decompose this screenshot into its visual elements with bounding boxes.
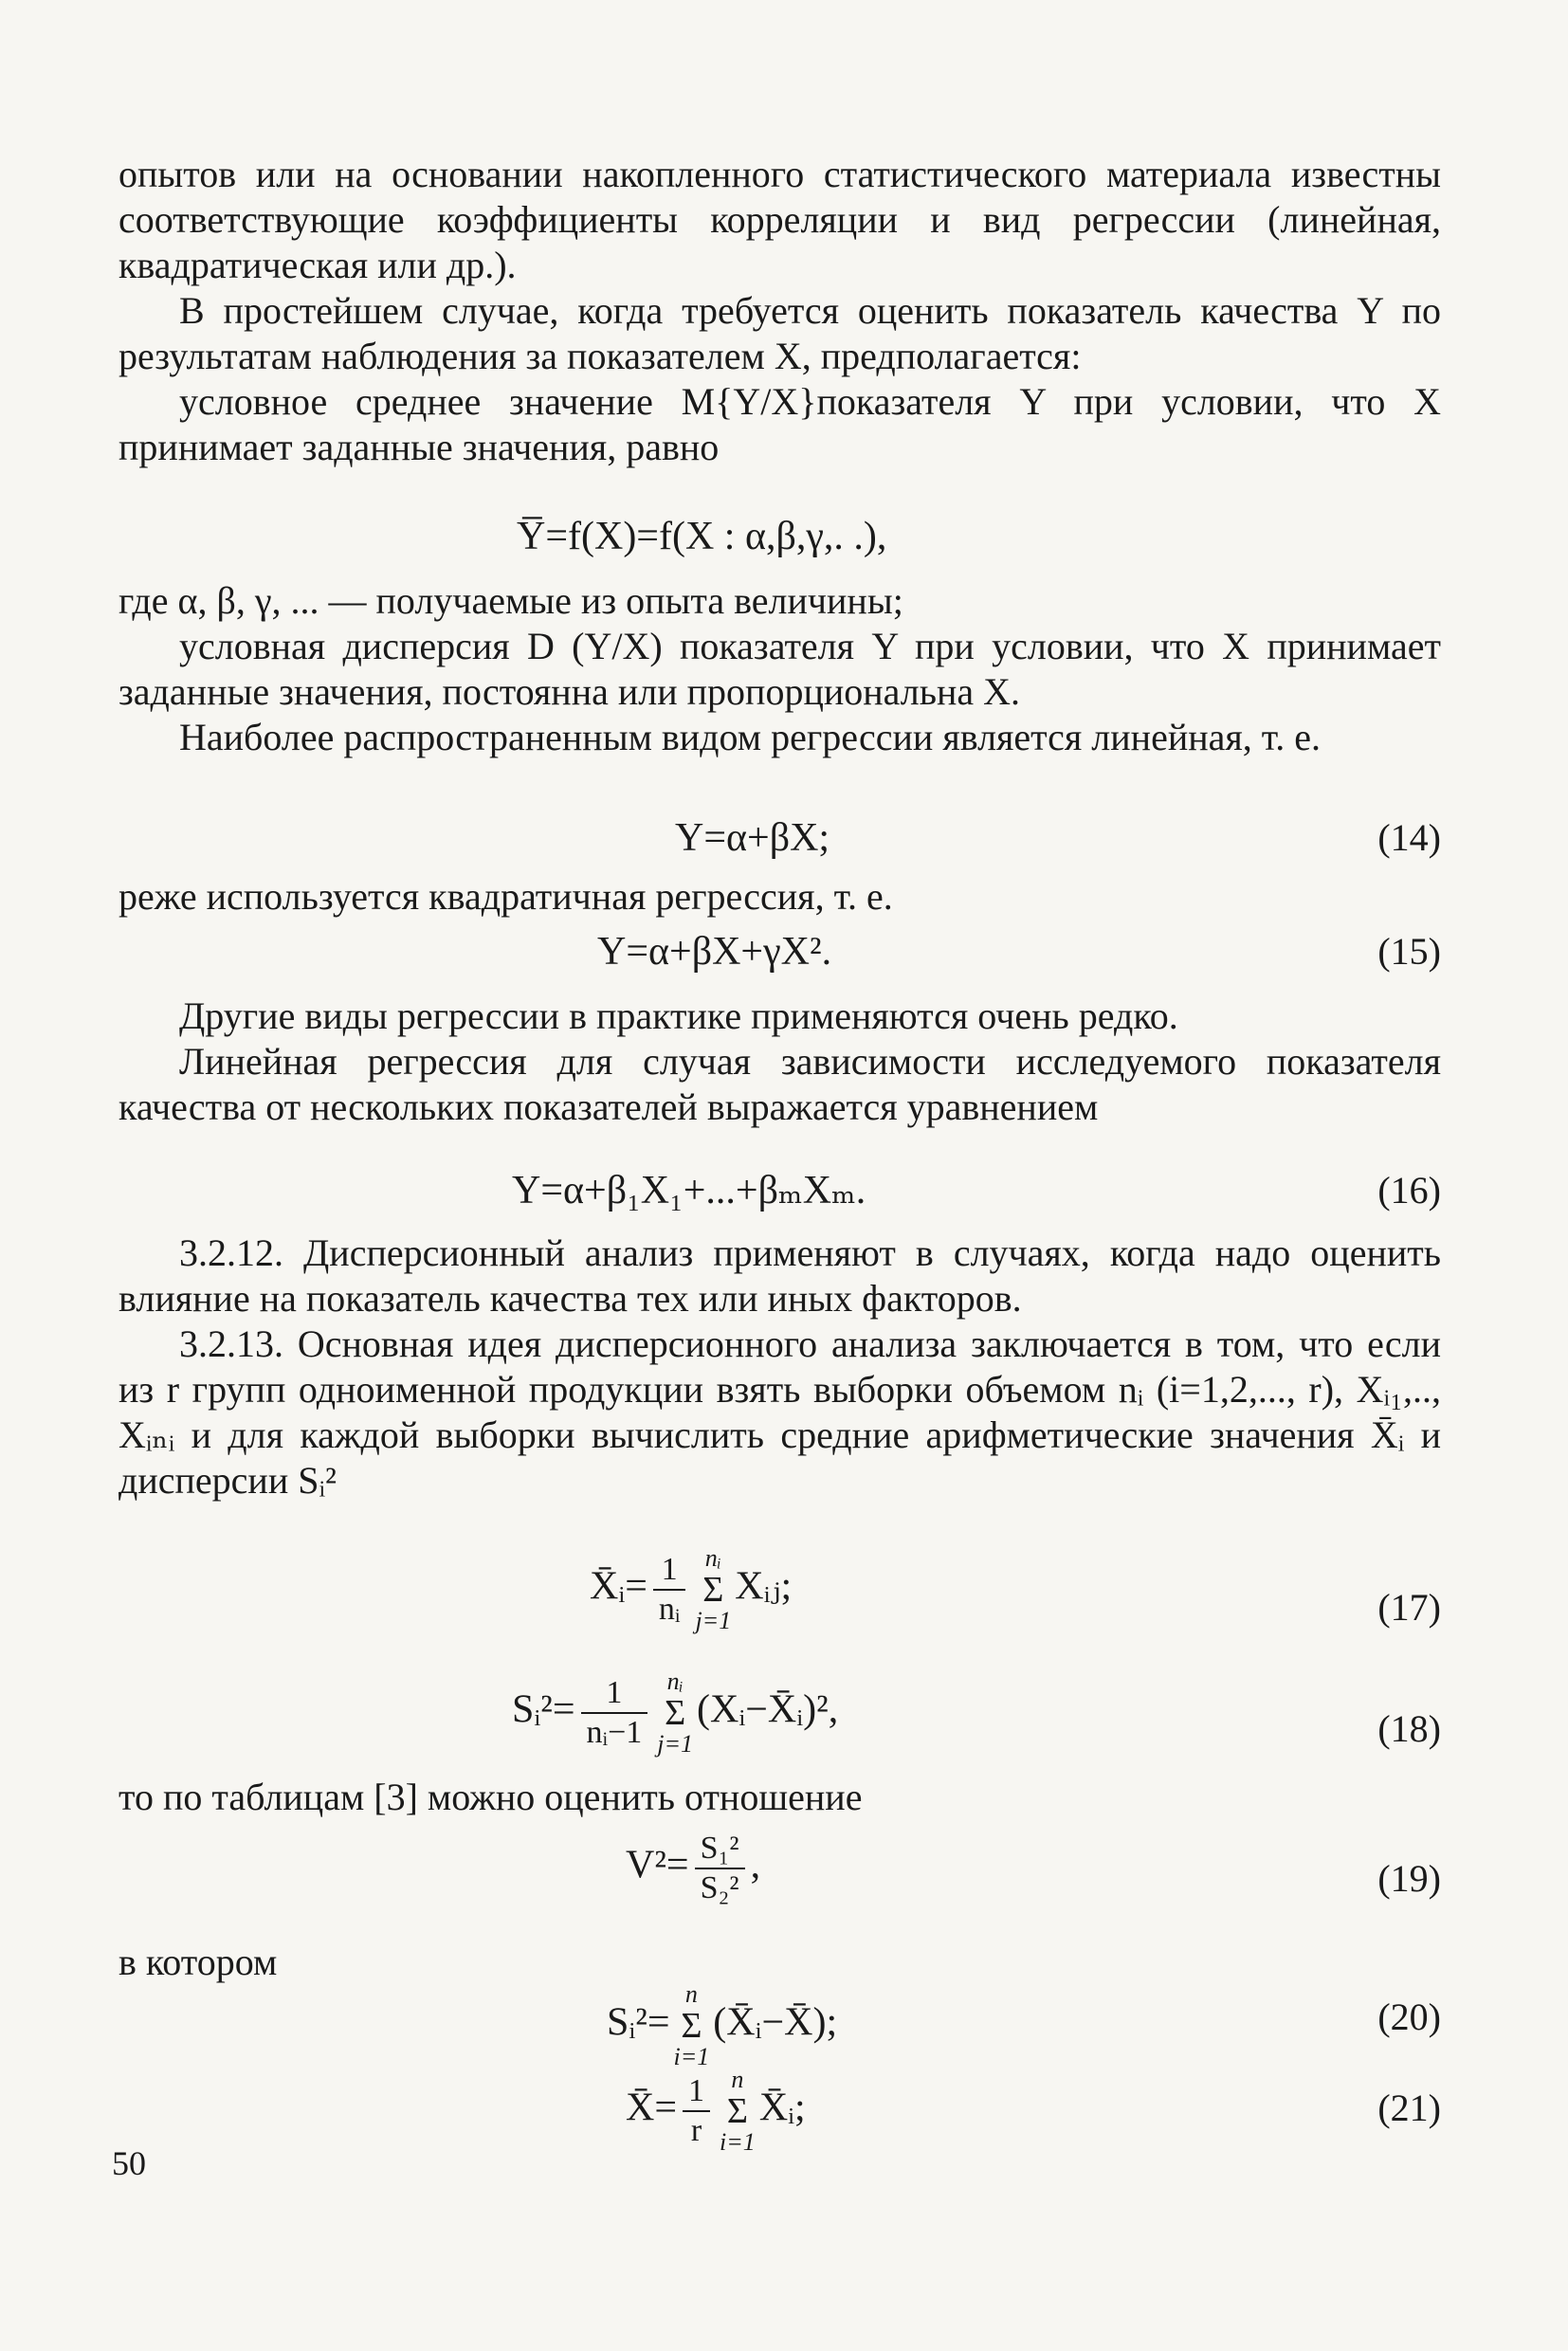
paragraph-conditional-variance: условная дисперсия D (Y/X) показателя Y при условии, что X принимает заданные значения, постоянна или пропорциональна X. [119,625,1441,713]
paragraph-quadratic: реже используется квадратичная регрессия, т. е. [119,875,893,918]
eq21-frac-den: r [690,2113,702,2148]
eq19-lhs: V²= [626,1843,689,1887]
eq17-lhs: X̄ᵢ= [590,1564,647,1609]
text-block-2 [119,578,1441,760]
eq17-fraction [653,1551,686,1629]
eq18-rhs: (Xᵢ−X̄ᵢ)², [697,1687,839,1732]
paragraph-in-which: в котором [119,1941,278,1983]
text-block-top [119,152,1441,470]
eq20-sum-upper: n [684,1980,698,2008]
paragraph-conditional-mean: условное среднее значение M{Y/X}показателя Y при условии, что X принимает заданные значения, равно [119,380,1441,468]
eq20-sum [674,1981,710,2070]
equation-conditional-mean: Y̅=f(X)=f(X : α,β,γ,. .), [517,515,887,558]
eq21-sum [720,2067,756,2156]
equation-number-18: (18) [1377,1707,1441,1750]
eq20-lhs: Sᵢ²= [607,2000,670,2045]
text-block-5 [119,1230,1441,1504]
eq19-frac-num: S₁² [695,1830,745,1869]
sigma-symbol: Σ [702,1570,724,1610]
eq17-sum-upper: nᵢ [704,1544,721,1572]
eq21-sum-upper: n [731,2066,744,2093]
sigma-symbol: Σ [726,2091,748,2131]
eq18-lhs: Sᵢ²= [512,1687,575,1732]
text-block-6 [119,1775,1441,1820]
paragraph-multi-regression: Линейная регрессия для случая зависимости исследуемого показателя качества от нескольких показателей выражается уравнением [119,1040,1441,1128]
page-number: 50 [112,2144,146,2182]
paragraph-where-params: где α, β, γ, ... — получаемые из опыта величины; [119,579,903,622]
eq17-frac-num: 1 [653,1551,686,1591]
text-block-3 [119,874,1441,920]
equation-17 [590,1545,792,1634]
eq19-frac-den: S₂² [700,1870,739,1905]
paragraph-other-types: Другие виды регрессии в практике применяются очень редко. [179,994,1178,1037]
equation-number-19: (19) [1377,1857,1441,1900]
eq18-sum-upper: nᵢ [666,1668,684,1695]
paragraph-3-2-13: 3.2.13. Основная идея дисперсионного анализа заключается в том, что если из r групп одноименной продукции взять выборки объемом nᵢ (i=1,2,..., r), Xᵢ₁,.., Xᵢₙᵢ и для каждой выборки вычислить средние арифметические значения X̄ᵢ и дисперсии Sᵢ² [119,1322,1441,1502]
paragraph-intro: опытов или на основании накопленного статистического материала известны соответствующие коэффициенты корреляции и вид регрессии (линейная, квадратическая или др.). [119,153,1441,286]
equation-number-16: (16) [1377,1169,1441,1212]
equation-number-17: (17) [1377,1586,1441,1629]
equation-16: Y=α+β₁X₁+...+βₘXₘ. [512,1169,866,1212]
text-block-7 [119,1940,1441,1985]
sigma-symbol: Σ [681,2006,702,2046]
eq21-frac-num: 1 [683,2072,710,2112]
eq19-rhs: , [750,1843,761,1887]
paragraph-linear-regression: Наиболее распространенным видом регрессии является линейная, т. е. [179,716,1322,758]
eq21-fraction [683,2072,710,2150]
eq18-frac-num: 1 [581,1674,648,1714]
eq17-frac-den: nᵢ [658,1592,681,1627]
equation-14: Y=α+βX; [675,816,830,860]
eq18-sum-lower: j=1 [657,1730,694,1758]
sigma-symbol: Σ [665,1693,686,1733]
eq21-lhs: X̄= [626,2086,678,2130]
text-block-4 [119,993,1441,1130]
eq21-rhs: X̄ᵢ; [758,2086,806,2130]
eq18-frac-den: nᵢ−1 [586,1715,643,1750]
equation-number-21: (21) [1377,2087,1441,2129]
eq19-fraction [695,1830,745,1907]
eq17-rhs: Xᵢⱼ; [735,1564,793,1609]
equation-number-15: (15) [1377,930,1441,973]
paragraph-tables: то по таблицам [3] можно оценить отношение [119,1776,863,1818]
equation-20 [607,1981,837,2070]
equation-15: Y=α+βX+γX². [597,930,832,974]
equation-21 [626,2067,806,2156]
equation-18 [512,1668,838,1758]
eq20-rhs: (X̄ᵢ−X̄); [713,2000,838,2045]
eq17-sum [695,1545,731,1634]
eq18-fraction [581,1674,648,1752]
eq20-sum-lower: i=1 [673,2043,710,2070]
eq17-sum-lower: j=1 [695,1607,732,1634]
paragraph-3-2-12: 3.2.12. Дисперсионный анализ применяют в случаях, когда надо оценить влияние на показатель качества тех или иных факторов. [119,1231,1441,1320]
equation-19 [626,1830,760,1907]
equation-number-20: (20) [1377,1996,1441,2038]
eq21-sum-lower: i=1 [720,2128,756,2156]
equation-number-14: (14) [1377,816,1441,859]
eq18-sum [657,1668,693,1758]
paragraph-simple-case: В простейшем случае, когда требуется оценить показатель качества Y по результатам наблюдения за показателем X, предполагается: [119,289,1441,377]
